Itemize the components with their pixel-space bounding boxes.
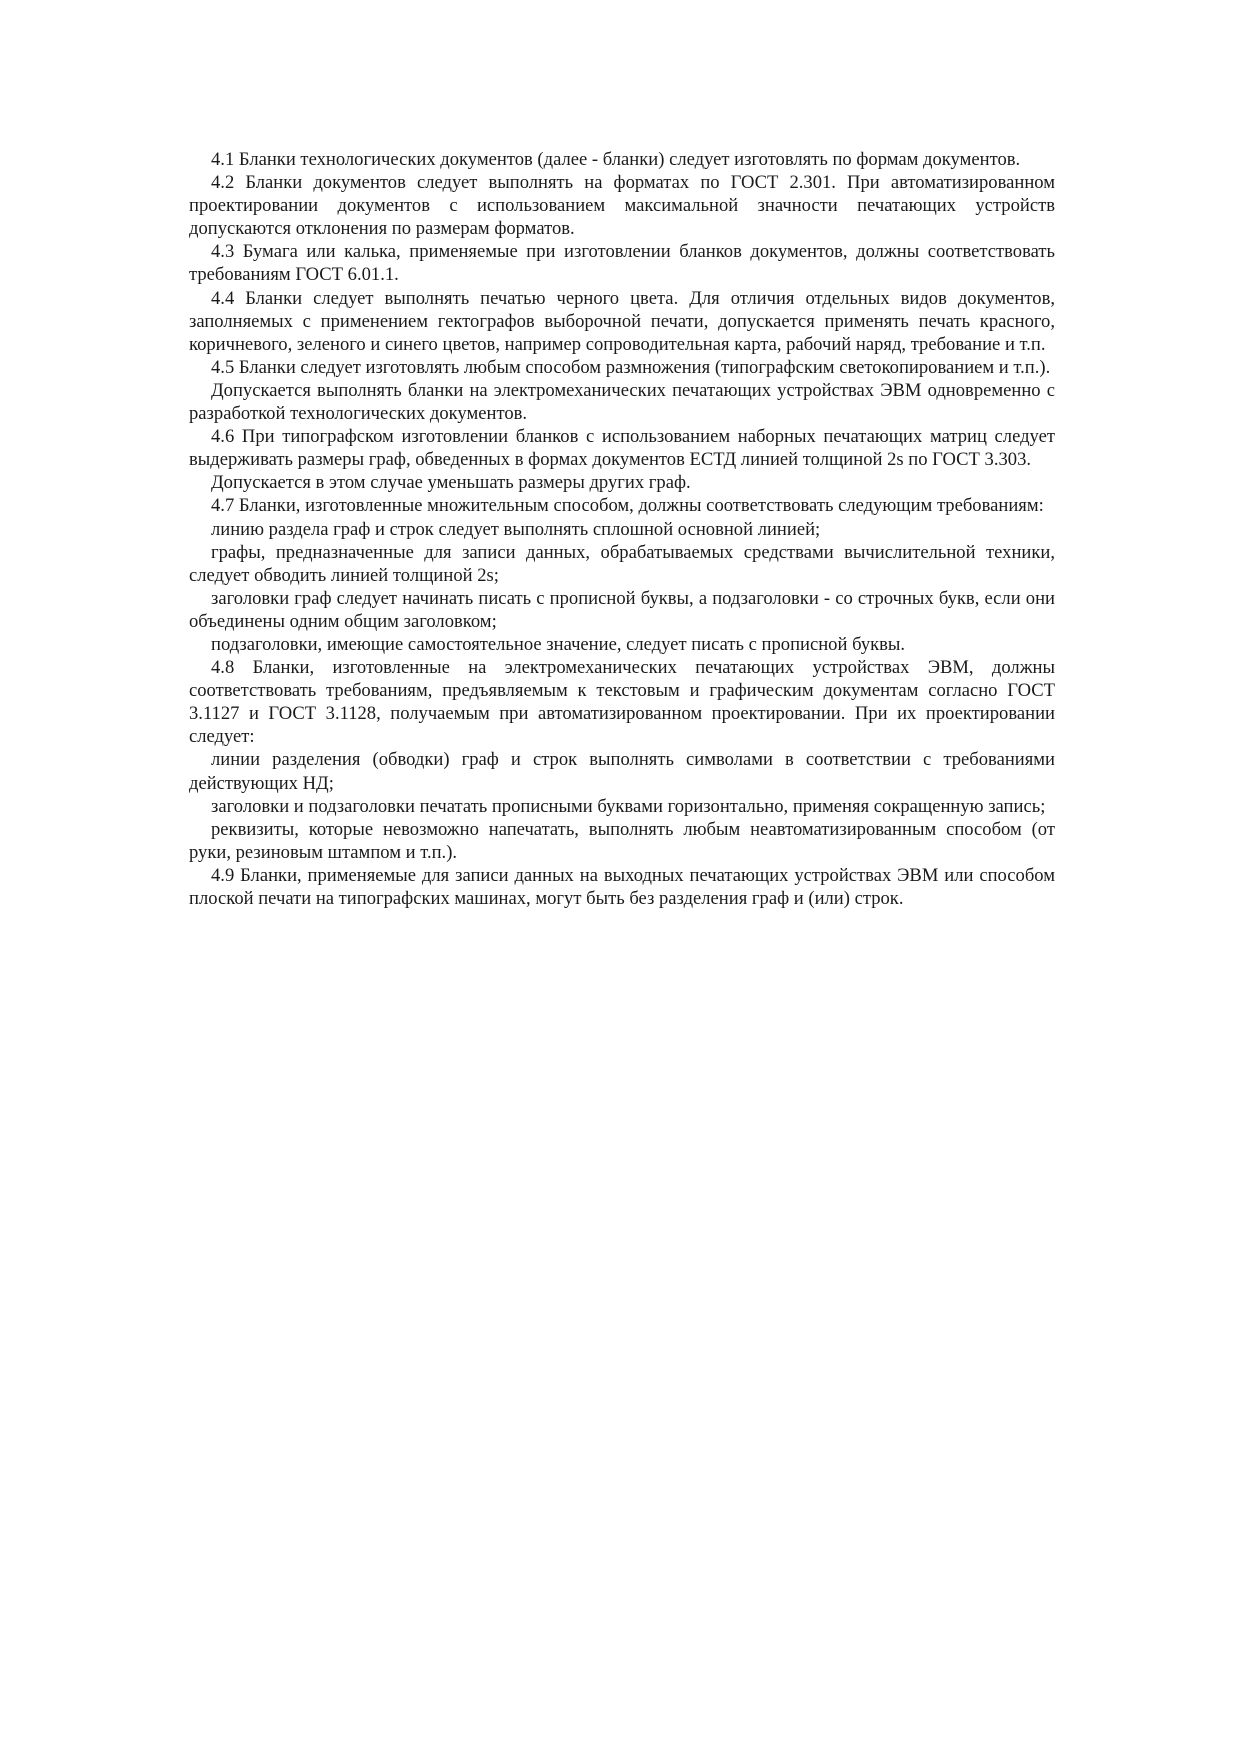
paragraph-4-6: 4.6 При типографском изготовлении бланков с использованием наборных печатающих матриц следует выдерживать размеры граф, обведенных в формах документов ЕСТД линией толщиной 2s по ГОСТ 3.303. [189, 426, 1055, 471]
paragraph-4-5-note: Допускается выполнять бланки на электромеханических печатающих устройствах ЭВМ одновременно с разработкой технологических документов. [189, 379, 1055, 425]
paragraph-4-7-item-3: заголовки граф следует начинать писать с прописной буквы, а подзаголовки - со строчных букв, если они объединены одним общим заголовком; [189, 587, 1055, 632]
paragraph-4-8-item-2: заголовки и подзаголовки печатать прописными буквами горизонтально, применяя сокращенную запись; [211, 795, 1046, 817]
paragraph-4-6-note: Допускается в этом случае уменьшать размеры других граф. [211, 472, 691, 494]
paragraph-4-9: 4.9 Бланки, применяемые для записи данных на выходных печатающих устройствах ЭВМ или способом плоской печати на типографских машинах, могут быть без разделения граф и (или) строк. [189, 864, 1055, 909]
document-body [189, 148, 1055, 910]
paragraph-4-7: 4.7 Бланки, изготовленные множительным способом, должны соответствовать следующим требованиям: [211, 495, 1044, 517]
paragraph-4-4: 4.4 Бланки следует выполнять печатью черного цвета. Для отличия отдельных видов документов, заполняемых с применением гектографов выборочной печати, допускается применять печать красного, коричневого, зеленого и синего цветов, например сопроводительная карта, рабочий наряд, требование и т.п. [189, 287, 1055, 355]
paragraph-4-7-item-1: линию раздела граф и строк следует выполнять сплошной основной линией; [211, 518, 821, 540]
paragraph-4-1: 4.1 Бланки технологических документов (далее - бланки) следует изготовлять по формам документов. [211, 149, 1021, 170]
paragraph-4-5: 4.5 Бланки следует изготовлять любым способом размножения (типографским светокопированием и т.п.). [211, 356, 1051, 378]
paragraph-4-3: 4.3 Бумага или калька, применяемые при изготовлении бланков документов, должны соответствовать требованиям ГОСТ 6.01.1. [189, 241, 1055, 286]
paragraph-4-7-item-2: графы, предназначенные для записи данных, обрабатываемых средствами вычислительной техники, следует обводить линией толщиной 2s; [189, 541, 1055, 586]
paragraph-4-8: 4.8 Бланки, изготовленные на электромеханических печатающих устройствах ЭВМ, должны соответствовать требованиям, предъявляемым к текстовым и графическим документам согласно ГОСТ 3.1127 и ГОСТ 3.1128, получаемым при автоматизированном проектировании. При их проектировании следует: [189, 657, 1055, 748]
paragraph-4-7-item-4: подзаголовки, имеющие самостоятельное значение, следует писать с прописной буквы. [211, 633, 906, 655]
paragraph-4-2: 4.2 Бланки документов следует выполнять на форматах по ГОСТ 2.301. При автоматизированном проектировании документов с использованием максимальной значности печатающих устройств допускаются отклонения по размерам форматов. [189, 172, 1055, 240]
paragraph-4-8-item-1: линии разделения (обводки) граф и строк выполнять символами в соответствии с требованиями действующих НД; [189, 749, 1055, 794]
paragraph-4-8-item-3: реквизиты, которые невозможно напечатать, выполнять любым неавтоматизированным способом (от руки, резиновым штампом и т.п.). [189, 818, 1055, 863]
